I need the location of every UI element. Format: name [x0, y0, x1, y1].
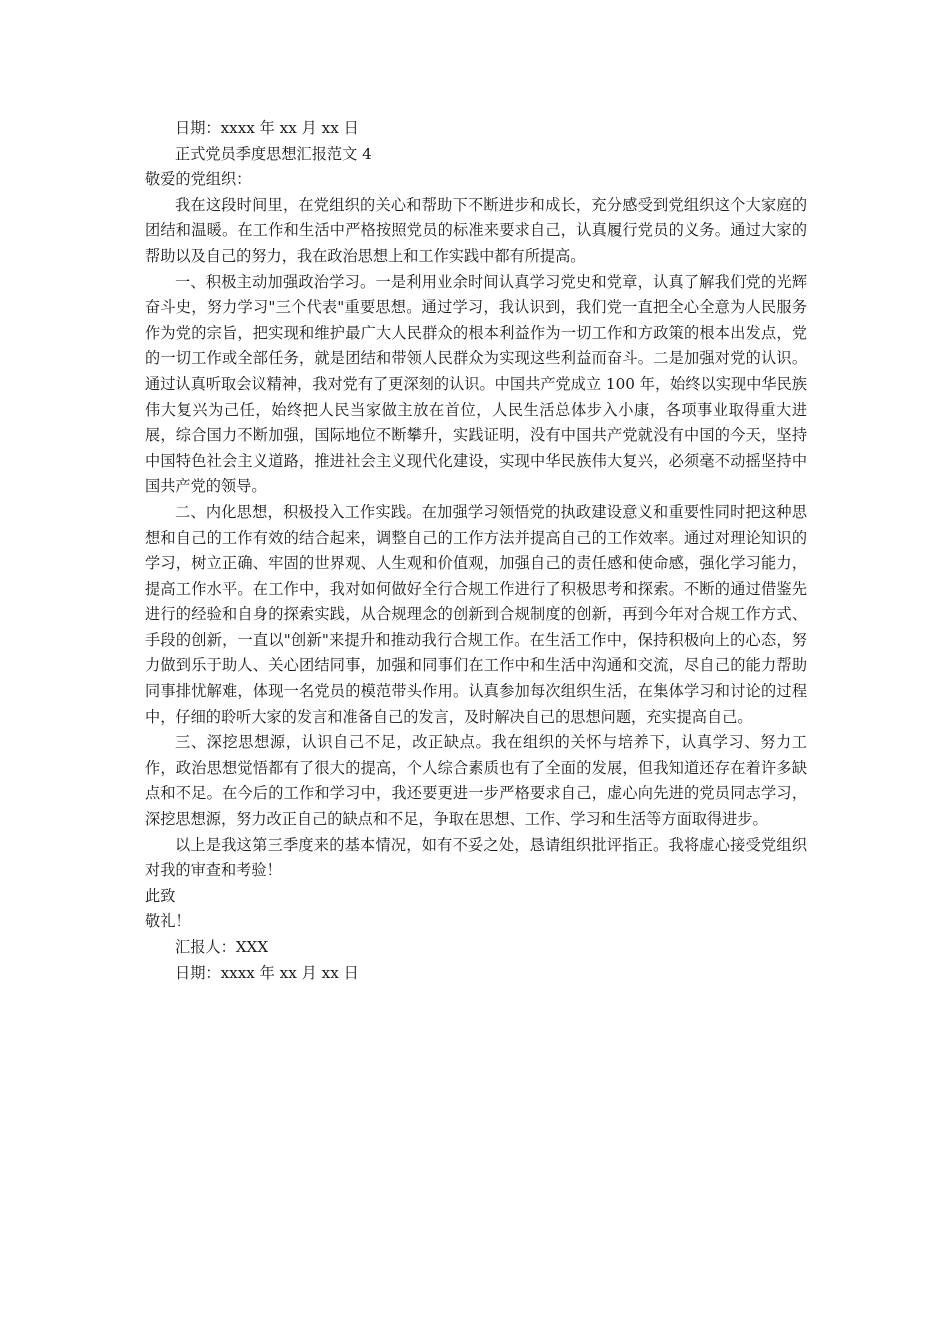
- document-page: [145, 116, 807, 986]
- paragraph-section-3: 三、深挖思想源，认识自己不足，改正缺点。我在组织的关怀与培养下，认真学习、努力工作，政治思想觉悟都有了很大的提高，个人综合素质也有了全面的发展，但我知道还存在着许多缺点和不足。在今后的工作和学习中，我还要更进一步严格要求自己，虚心向先进的党员同志学习，深挖思想源，努力改正自己的缺点和不足，争取在思想、工作、学习和生活等方面取得进步。: [145, 733, 807, 829]
- closing-regards-1: 此致: [145, 886, 176, 905]
- header-date: 日期：xxxx 年 xx 月 xx 日: [175, 119, 359, 137]
- paragraph-section-2: 二、内化思想，积极投入工作实践。在加强学习领悟党的执政建设意义和重要性同时把这种思想和自己的工作有效的结合起来，调整自己的工作方法并提高自己的工作效率。通过对理论知识的学习，树立正确、牢固的世界观、人生观和价值观，加强自己的责任感和使命感，强化学习能力，提高工作水平。在工作中，我对如何做好全行合规工作进行了积极思考和探索。不断的通过借鉴先进行的经验和自身的探索实践，从合规理念的创新到合规制度的创新，再到今年对合规工作方式、手段的创新，一直以"创新"来提升和推动我行合规工作。在生活工作中，保持积极向上的心态，努力做到乐于助人、关心团结同事，加强和同事们在工作中和生活中沟通和交流，尽自己的能力帮助同事排忧解难，体现一名党员的模范带头作用。认真参加每次组织生活，在集体学习和讨论的过程中，仔细的聆听大家的发言和准备自己的发言，及时解决自己的思想问题，充实提高自己。: [145, 502, 807, 726]
- footer-date: 日期：xxxx 年 xx 月 xx 日: [175, 963, 359, 982]
- doc-title: 正式党员季度思想汇报范文 4: [175, 144, 372, 163]
- paragraph-intro: 我在这段时间里，在党组织的关心和帮助下不断进步和成长，充分感受到党组织这个大家庭的团结和温暖。在工作和生活中严格按照党员的标准来要求自己，认真履行党员的义务。通过大家的帮助以及自己的努力，我在政治思想上和工作实践中都有所提高。: [145, 195, 807, 265]
- closing-regards-2: 敬礼！: [145, 912, 191, 931]
- paragraph-section-1: 一、积极主动加强政治学习。一是利用业余时间认真学习党史和党章，认真了解我们党的光辉奋斗史，努力学习"三个代表"重要思想。通过学习，我认识到，我们党一直把全心全意为人民服务作为党的宗旨，把实现和维护最广大人民群众的根本利益作为一切工作和方政策的根本出发点，党的一切工作或全部任务，就是团结和带领人民群众为实现这些利益而奋斗。二是加强对党的认识。通过认真听取会议精神，我对党有了更深刻的认识。中国共产党成立 100 年，始终以实现中华民族伟大复兴为己任，始终把人民当家做主放在首位，人民生活总体步入小康，各项事业取得重大进展，综合国力不断加强，国际地位不断攀升，实践证明，没有中国共产党就没有中国的今天，坚持中国特色社会主义道路，推进社会主义现代化建设，实现中华民族伟大复兴，必须毫不动摇坚持中国共产党的领导。: [145, 272, 807, 496]
- paragraph-conclusion: 以上是我这第三季度来的基本情况，如有不妥之处，恳请组织批评指正。我将虚心接受党组织对我的审查和考验！: [145, 835, 807, 880]
- salutation: 敬爱的党组织：: [145, 170, 252, 189]
- reporter-name: 汇报人：XXX: [175, 938, 269, 956]
